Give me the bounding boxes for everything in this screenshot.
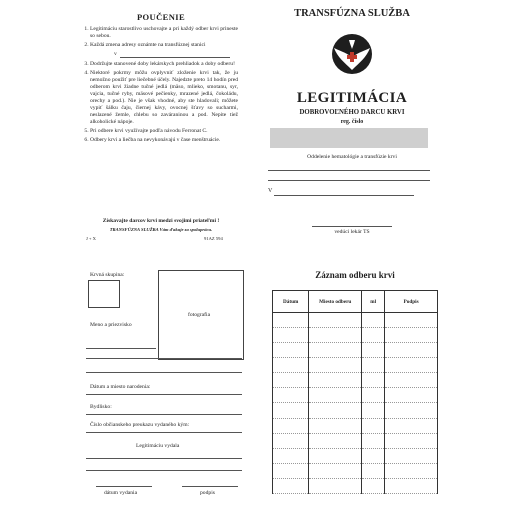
card-title: LEGITIMÁCIA <box>296 90 408 106</box>
col-ml: ml <box>362 291 385 313</box>
table-cell[interactable] <box>385 388 438 403</box>
print-code-right: 91AZ 594 <box>204 236 223 241</box>
signature-line <box>182 486 238 487</box>
table-cell[interactable] <box>273 403 309 418</box>
rule-item: 6. Odbery krvi a liečba na nevykonávajú v čase menštruácie. <box>90 137 238 144</box>
table-cell[interactable] <box>273 313 309 328</box>
table-cell[interactable] <box>385 433 438 448</box>
table-cell[interactable] <box>362 328 385 343</box>
table-cell[interactable] <box>362 478 385 493</box>
rule-item: 4. Niektoré pokrmy môžu ovplyvniť zloženie krvi tak, že ju nemožno použiť pre liečebné účely. Najedzte preto 14 hodín pred odberom krvi žiadne tučné jedlá (mäso, mlieko, smotanu, syr, vajcia, tučné ryby, mäsové pečienky, mrazené jedlá, čokoládu, orechy a pod.). Nie je však vhodné, aby ste hladovali; môžete vypiť šálku čaju, čiernej kávy, ovocnej šťavy so sucharmi, neslazené žemle, chlebu so zaváraninou a pod. Nepite tiež alkoholické nápoje. <box>90 70 238 127</box>
table-cell[interactable] <box>385 448 438 463</box>
table-cell[interactable] <box>273 418 309 433</box>
table-cell[interactable] <box>309 403 362 418</box>
table-cell[interactable] <box>273 343 309 358</box>
table-row <box>273 448 438 463</box>
blood-group-box <box>88 280 120 308</box>
rules-list-wrap <box>80 26 238 145</box>
signoff: TRANSFÚZNA SLUŽBA Vám ďakuje za spoluprácu. <box>109 227 213 232</box>
residence-line <box>86 414 242 415</box>
col-signature: Podpis <box>385 291 438 313</box>
rule-item: 1. Legitimáciu starostlivo uschovajte a pri každý odber krvi prineste so sebou. <box>90 26 238 40</box>
table-cell[interactable] <box>273 358 309 373</box>
instructions-panel <box>80 12 242 244</box>
place-line <box>274 195 414 196</box>
print-code-left: J + X <box>86 236 96 241</box>
id-number-line <box>86 432 242 433</box>
name-line-2 <box>86 358 242 359</box>
table-cell[interactable] <box>385 403 438 418</box>
table-cell[interactable] <box>273 463 309 478</box>
table-cell[interactable] <box>273 328 309 343</box>
record-header-row <box>273 291 438 313</box>
rule-item: 2. Každá zmena adresy oznámte na transfúznej stanici v <box>90 42 238 58</box>
address-prefix: v <box>114 50 117 57</box>
id-number-label: Číslo občianskeho preukazu vydaného kým: <box>90 422 190 428</box>
doctor-label: vedúci lekár TS <box>334 229 370 235</box>
table-row <box>273 478 438 493</box>
name-label: Meno a priezvisko <box>90 322 132 328</box>
rule-item: 3. Dodržujte stanovené doby lekárskych prehliadok a doby odberu! <box>90 61 238 68</box>
issued-label: Legitimáciu vydala <box>136 443 180 449</box>
table-cell[interactable] <box>362 358 385 373</box>
issued-line-2 <box>86 470 242 471</box>
birth-line-top <box>86 372 242 373</box>
table-cell[interactable] <box>385 463 438 478</box>
table-cell[interactable] <box>309 343 362 358</box>
table-cell[interactable] <box>309 313 362 328</box>
table-cell[interactable] <box>385 478 438 493</box>
table-cell[interactable] <box>273 373 309 388</box>
blood-service-logo-icon <box>330 32 374 76</box>
table-cell[interactable] <box>309 433 362 448</box>
birth-label: Dátum a miesto narodenia: <box>90 384 151 390</box>
table-row <box>273 373 438 388</box>
col-place: Miesto odberu <box>309 291 362 313</box>
table-row <box>273 343 438 358</box>
cover-panel <box>262 8 442 248</box>
table-row <box>273 403 438 418</box>
table-cell[interactable] <box>309 328 362 343</box>
record-panel <box>266 266 444 502</box>
record-title: Záznam odberu krvi <box>315 270 395 280</box>
service-name: TRANSFÚZNA SLUŽBA <box>294 8 410 19</box>
table-cell[interactable] <box>362 448 385 463</box>
address-line <box>120 57 230 58</box>
table-cell[interactable] <box>309 418 362 433</box>
table-cell[interactable] <box>309 448 362 463</box>
department-label: Oddelenie hematológie a transfúzie krvi <box>307 154 397 160</box>
table-cell[interactable] <box>362 433 385 448</box>
table-row <box>273 313 438 328</box>
table-cell[interactable] <box>385 373 438 388</box>
table-row <box>273 433 438 448</box>
table-row <box>273 463 438 478</box>
place-prefix: V <box>268 188 273 194</box>
reg-number-band <box>270 128 428 148</box>
table-cell[interactable] <box>273 448 309 463</box>
table-cell[interactable] <box>362 388 385 403</box>
card-subtitle: DOBROVOĽNÉHO DARCU KRVI <box>299 109 405 116</box>
issue-date-line <box>96 486 152 487</box>
blood-group-label: Krvná skupina: <box>90 272 125 278</box>
slogan: Získavajte darcov krvi medzi svojimi priateľmi ! <box>102 218 220 224</box>
table-cell[interactable] <box>273 388 309 403</box>
personal-panel <box>78 266 248 506</box>
birth-line <box>86 394 242 395</box>
table-cell[interactable] <box>309 463 362 478</box>
table-cell[interactable] <box>385 358 438 373</box>
name-line <box>86 348 156 349</box>
address-line-wrap <box>90 49 238 58</box>
table-cell[interactable] <box>362 418 385 433</box>
issue-date-label: dátum vydania <box>104 490 138 496</box>
department-line-1 <box>268 170 430 171</box>
doctor-signature-line <box>312 226 392 227</box>
record-table <box>272 290 438 494</box>
reg-number-label: reg. číslo <box>340 119 364 125</box>
table-cell[interactable] <box>309 373 362 388</box>
table-cell[interactable] <box>385 418 438 433</box>
rule-item: 5. Pri odbere krvi využívajte podľa návodu Ferronat C. <box>90 128 238 135</box>
rules-list <box>80 26 238 144</box>
residence-label: Bydlisko: <box>90 404 112 410</box>
photo-label: fotografia <box>188 312 211 318</box>
table-cell[interactable] <box>362 313 385 328</box>
table-cell[interactable] <box>309 358 362 373</box>
issued-line <box>86 458 242 459</box>
table-row <box>273 388 438 403</box>
table-cell[interactable] <box>385 343 438 358</box>
table-row <box>273 358 438 373</box>
record-table-wrap <box>272 290 438 494</box>
table-cell[interactable] <box>362 373 385 388</box>
department-line-2 <box>268 180 430 181</box>
table-row <box>273 328 438 343</box>
table-cell[interactable] <box>362 463 385 478</box>
table-cell[interactable] <box>385 328 438 343</box>
record-body <box>273 313 438 494</box>
table-cell[interactable] <box>273 478 309 493</box>
table-cell[interactable] <box>309 478 362 493</box>
table-cell[interactable] <box>385 313 438 328</box>
table-row <box>273 418 438 433</box>
table-cell[interactable] <box>362 403 385 418</box>
col-date: Dátum <box>273 291 309 313</box>
table-cell[interactable] <box>362 343 385 358</box>
signature-label: podpis <box>200 490 215 496</box>
table-cell[interactable] <box>273 433 309 448</box>
instructions-title: POUČENIE <box>136 12 186 22</box>
table-cell[interactable] <box>309 388 362 403</box>
